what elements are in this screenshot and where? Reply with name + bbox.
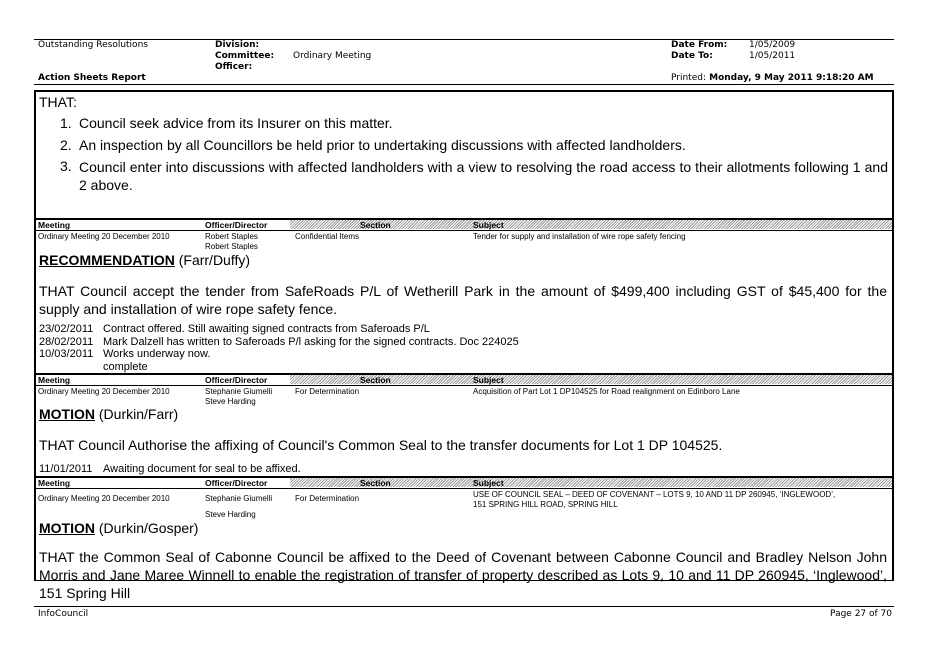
printed-label: Printed: xyxy=(671,73,706,83)
column-section: Section xyxy=(360,478,391,488)
resolution-heading xyxy=(39,406,178,422)
column-meeting: Meeting xyxy=(38,220,71,230)
list-item: An inspection by all Councillors be held prior to undertaking discussions with affected landholders. xyxy=(79,137,686,153)
page-number: Page 27 of 70 xyxy=(830,609,892,619)
officer-cell: Steve Harding xyxy=(205,510,256,519)
note-date: 23/02/2011 xyxy=(39,323,94,335)
frame-right xyxy=(892,90,894,581)
heading-label: MOTION xyxy=(39,406,95,422)
frame-left xyxy=(34,90,36,581)
officer-cell: Robert Staples xyxy=(205,232,258,241)
section-cell: For Determination xyxy=(295,494,360,503)
column-section: Section xyxy=(360,375,391,385)
meeting-cell: Ordinary Meeting 20 December 2010 xyxy=(38,494,170,503)
heading-label: RECOMMENDATION xyxy=(39,252,175,268)
report-name: Outstanding Resolutions xyxy=(38,40,148,50)
column-subject: Subject xyxy=(473,478,504,488)
item-number: 2. xyxy=(60,137,72,153)
column-header-rule xyxy=(34,230,894,231)
committee-label: Committee: xyxy=(215,51,275,61)
item-number: 3. xyxy=(60,158,72,174)
subject-cell: 151 SPRING HILL ROAD, SPRING HILL xyxy=(473,500,618,509)
column-officer: Officer/Director xyxy=(205,220,268,230)
note-text: Works underway now. xyxy=(103,348,211,360)
subject-cell: Acquisition of Part Lot 1 DP104525 for Road realignment on Edinboro Lane xyxy=(473,387,740,396)
date-to-value: 1/05/2011 xyxy=(749,51,796,61)
note-text: Awaiting document for seal to be affixed. xyxy=(103,463,301,475)
resolution-heading xyxy=(39,252,250,268)
resolution-heading xyxy=(39,520,198,536)
division-label: Division: xyxy=(215,40,260,50)
officer-cell: Steve Harding xyxy=(205,397,256,406)
header-bottom-rule xyxy=(34,84,894,85)
list-item: Council seek advice from its Insurer on this matter. xyxy=(79,115,393,131)
date-from-label: Date From: xyxy=(671,40,728,50)
item-number: 1. xyxy=(60,115,72,131)
column-header-rule xyxy=(34,385,894,386)
footer-rule xyxy=(34,606,894,607)
officer-cell: Stephanie Giumelli xyxy=(205,387,273,396)
officer-cell: Robert Staples xyxy=(205,242,258,251)
footer-product: InfoCouncil xyxy=(38,609,89,619)
note-date: 11/01/2011 xyxy=(39,463,93,475)
column-officer: Officer/Director xyxy=(205,375,268,385)
movers: (Durkin/Farr) xyxy=(95,406,179,422)
column-officer: Officer/Director xyxy=(205,478,268,488)
officer-label: Officer: xyxy=(215,62,253,72)
printed-value: Monday, 9 May 2011 9:18:20 AM xyxy=(709,73,874,83)
note-text: complete xyxy=(103,361,148,373)
column-subject: Subject xyxy=(473,220,504,230)
resolution-text: THAT the Common Seal of Cabonne Council be affixed to the Deed of Covenant between Cabonne Council and Bradley Nelson John Morris and Jane Maree Winnell to enable the registration of transfer of property described as Lots 9, 10 and 11 DP 260945, ‘Inglewood’, 151 Spring Hill xyxy=(39,549,887,601)
column-meeting: Meeting xyxy=(38,478,71,488)
officer-cell: Stephanie Giumelli xyxy=(205,494,273,503)
meeting-cell: Ordinary Meeting 20 December 2010 xyxy=(38,232,170,241)
note-text: Contract offered. Still awaiting signed contracts from Saferoads P/L xyxy=(103,323,430,335)
movers: (Farr/Duffy) xyxy=(174,252,251,268)
that-intro: THAT: xyxy=(39,94,77,110)
list-item: Council enter into discussions with affected landholders with a view to resolving the road access to their allotments following 1 and 2 above. xyxy=(79,159,888,193)
movers: (Durkin/Gosper) xyxy=(95,520,199,536)
note-text: Mark Dalzell has written to Saferoads P/l asking for the signed contracts. Doc 224025 xyxy=(103,336,519,348)
report-type: Action Sheets Report xyxy=(38,73,146,83)
section-cell: For Determination xyxy=(295,387,360,396)
note-date: 10/03/2011 xyxy=(39,348,94,360)
subject-cell: USE OF COUNCIL SEAL – DEED OF COVENANT – LOTS 9, 10 AND 11 DP 260945, ‘INGLEWOOD’, xyxy=(473,490,836,499)
frame-top xyxy=(34,90,894,92)
column-meeting: Meeting xyxy=(38,375,71,385)
committee-value: Ordinary Meeting xyxy=(293,51,372,61)
printed-stamp xyxy=(671,73,874,83)
column-subject: Subject xyxy=(473,375,504,385)
date-to-label: Date To: xyxy=(671,51,713,61)
date-from-value: 1/05/2009 xyxy=(749,40,796,50)
column-header-rule xyxy=(34,488,894,489)
heading-label: MOTION xyxy=(39,520,95,536)
section-cell: Confidential Items xyxy=(295,232,360,241)
subject-cell: Tender for supply and installation of wire rope safety fencing xyxy=(473,232,686,241)
column-section: Section xyxy=(360,220,391,230)
note-date: 28/02/2011 xyxy=(39,336,94,348)
resolution-text: THAT Council Authorise the affixing of Council's Common Seal to the transfer documents for Lot 1 DP 104525. xyxy=(39,437,723,453)
meeting-cell: Ordinary Meeting 20 December 2010 xyxy=(38,387,170,396)
resolution-text: THAT Council accept the tender from SafeRoads P/L of Wetherill Park in the amount of $499,400 including GST of $45,400 for the supply and installation of wire rope safety fence. xyxy=(39,283,887,317)
